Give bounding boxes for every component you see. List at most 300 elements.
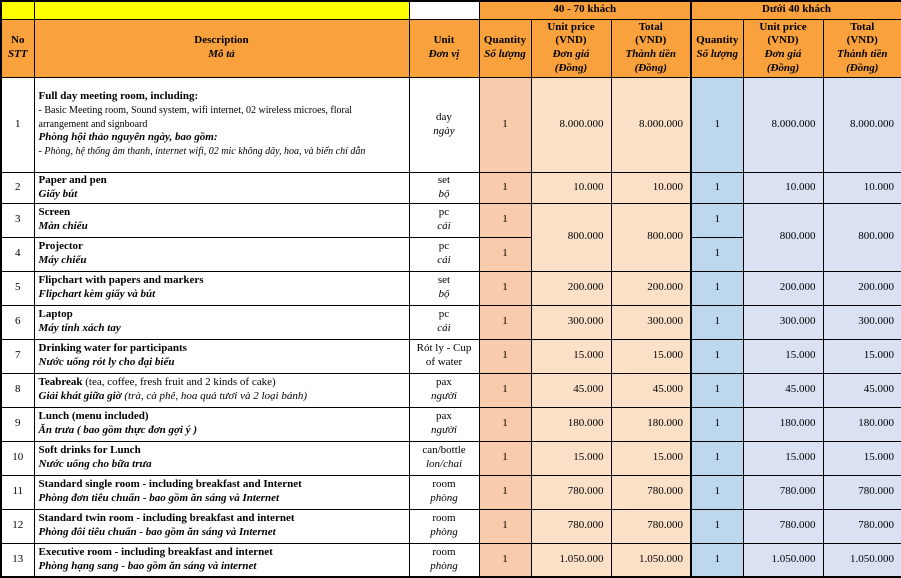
no-cell: 6: [1, 305, 34, 339]
text-line: [696, 34, 739, 48]
text-line: [39, 274, 405, 288]
table-row: [1, 203, 901, 237]
unit-cell: [409, 407, 479, 441]
text-line: [414, 492, 475, 506]
corner-cell-description: [34, 1, 409, 19]
text-segment: Quantity: [483, 34, 527, 47]
text-segment: (tea, coffee, fresh fruit and 2 kinds of cake): [85, 376, 276, 389]
unit-price-cell-40-70: 45.000: [531, 373, 611, 407]
text-segment: Số lượng: [696, 48, 739, 60]
total-cell-under-40: 45.000: [823, 373, 901, 407]
quantity-cell-40-70: 1: [479, 373, 531, 407]
text-line: [39, 104, 405, 132]
text-line: [39, 478, 405, 492]
text-segment: Giải khát giữa giờ: [38, 390, 125, 402]
text-line: [6, 48, 30, 62]
quantity-cell-under-40: 1: [691, 172, 743, 203]
unit-price-cell-under-40: 300.000: [743, 305, 823, 339]
text-line: [414, 342, 475, 370]
text-segment: Flipchart with papers and markers: [38, 274, 204, 287]
text-line: [414, 48, 475, 62]
unit-price-cell-under-40: 780.000: [743, 509, 823, 543]
text-segment: Paper and pen: [38, 173, 107, 186]
text-segment: Total: [638, 20, 663, 33]
quantity-cell-40-70: 1: [479, 271, 531, 305]
text-segment: (VND): [555, 34, 587, 47]
text-segment: Teabreak: [38, 376, 86, 389]
text-line: [414, 410, 475, 424]
table-header: [1, 1, 901, 77]
corner-cell-no: [1, 1, 34, 19]
corner-cell-unit: [409, 1, 479, 19]
unit-price-cell-under-40: 8.000.000: [743, 77, 823, 172]
text-line: [616, 62, 687, 76]
text-segment: phòng: [430, 492, 458, 504]
total-cell-under-40: 300.000: [823, 305, 901, 339]
table-row: [1, 441, 901, 475]
unit-price-cell-under-40: 800.000: [743, 203, 823, 271]
quantity-cell-under-40: 1: [691, 237, 743, 271]
text-line: [39, 512, 405, 526]
description-cell: [34, 339, 409, 373]
text-segment: Máy chiếu: [38, 254, 87, 266]
text-line: [414, 254, 475, 268]
text-line: [414, 390, 475, 404]
quantity-cell-40-70: 1: [479, 441, 531, 475]
text-segment: Executive room - including breakfast and internet: [38, 546, 273, 558]
text-segment: No: [11, 34, 25, 47]
description-cell: [34, 172, 409, 203]
text-segment: (VND): [635, 34, 667, 47]
unit-cell: [409, 373, 479, 407]
text-segment: (VND): [846, 34, 878, 47]
total-cell-under-40: 800.000: [823, 203, 901, 271]
quantity-cell-under-40: 1: [691, 407, 743, 441]
text-segment: pc: [438, 240, 450, 253]
text-segment: Đơn giá: [764, 48, 802, 60]
text-line: [616, 48, 687, 62]
table-row: [1, 475, 901, 509]
text-line: [414, 444, 475, 458]
text-segment: Lunch (menu included): [38, 410, 149, 423]
no-cell: 5: [1, 271, 34, 305]
text-segment: - Basic Meeting room, Sound system, wifi internet, 02 wireless microes, floral arrangement and signboard: [38, 104, 353, 130]
text-line: [414, 560, 475, 574]
text-line: [748, 34, 819, 48]
text-segment: Full day meeting room, including:: [38, 90, 199, 103]
text-segment: room: [432, 546, 456, 558]
text-segment: Nước uống rót ly cho đại biểu: [38, 356, 175, 368]
table-row: [1, 305, 901, 339]
unit-price-cell-40-70: 1.050.000: [531, 543, 611, 577]
quantity-cell-under-40: 1: [691, 373, 743, 407]
text-segment: day: [436, 110, 452, 123]
text-segment: pc: [438, 308, 450, 321]
description-cell: [34, 441, 409, 475]
text-segment: người: [431, 424, 457, 436]
quantity-cell-40-70: 1: [479, 543, 531, 577]
text-segment: Total: [850, 20, 875, 33]
quantity-cell-under-40: 1: [691, 441, 743, 475]
group-header-40-70: 40 - 70 khách: [479, 1, 691, 19]
quantity-cell-40-70: 1: [479, 407, 531, 441]
text-segment: Drinking water for participants: [38, 342, 187, 355]
description-cell: [34, 271, 409, 305]
text-segment: Máy tính xách tay: [38, 322, 121, 334]
total-cell-under-40: 780.000: [823, 509, 901, 543]
text-segment: set: [437, 274, 451, 287]
text-segment: Phòng đơn tiêu chuẩn - bao gồm ăn sáng và Internet: [38, 492, 280, 504]
text-line: [39, 90, 405, 104]
description-cell: [34, 77, 409, 172]
text-line: [414, 125, 475, 139]
unit-price-cell-40-70: 8.000.000: [531, 77, 611, 172]
col-header-total-40-70: [611, 19, 691, 77]
text-segment: Screen: [38, 206, 71, 219]
text-line: [748, 21, 819, 35]
text-segment: (Đồng): [634, 61, 667, 74]
description-cell: [34, 237, 409, 271]
text-line: [39, 560, 405, 574]
col-header-unit: [409, 19, 479, 77]
text-line: [414, 188, 475, 202]
unit-price-cell-under-40: 780.000: [743, 475, 823, 509]
text-line: [39, 410, 405, 424]
no-cell: 3: [1, 203, 34, 237]
total-cell-40-70: 1.050.000: [611, 543, 691, 577]
text-line: [39, 188, 405, 202]
total-cell-under-40: 15.000: [823, 441, 901, 475]
total-cell-40-70: 300.000: [611, 305, 691, 339]
col-header-description: [34, 19, 409, 77]
text-line: [39, 220, 405, 234]
table-row: [1, 172, 901, 203]
text-segment: Đơn giá: [552, 48, 590, 60]
quantity-cell-40-70: 1: [479, 203, 531, 237]
text-line: [6, 34, 30, 48]
text-line: [828, 62, 898, 76]
text-line: [39, 206, 405, 220]
description-cell: [34, 373, 409, 407]
quantity-cell-under-40: 1: [691, 271, 743, 305]
text-line: [39, 308, 405, 322]
text-line: [536, 62, 607, 76]
text-segment: Unit price: [547, 20, 595, 33]
text-segment: phòng: [430, 526, 458, 538]
text-segment: (trà, cà phê, hoa quả tươi và 2 loại bánh): [124, 390, 307, 402]
unit-cell: [409, 475, 479, 509]
text-segment: Standard single room - including breakfast and Internet: [38, 478, 302, 491]
total-cell-40-70: 780.000: [611, 475, 691, 509]
total-cell-40-70: 15.000: [611, 339, 691, 373]
unit-cell: [409, 203, 479, 237]
quantity-cell-40-70: 1: [479, 172, 531, 203]
text-line: [39, 424, 405, 438]
text-line: [616, 34, 687, 48]
total-cell-under-40: 200.000: [823, 271, 901, 305]
total-cell-40-70: 45.000: [611, 373, 691, 407]
table-row: [1, 339, 901, 373]
total-cell-under-40: 8.000.000: [823, 77, 901, 172]
unit-price-cell-40-70: 780.000: [531, 475, 611, 509]
text-line: [39, 526, 405, 540]
text-segment: Màn chiếu: [38, 220, 88, 232]
text-segment: Thành tiền: [625, 48, 676, 60]
text-line: [39, 458, 405, 472]
text-line: [484, 34, 527, 48]
unit-cell: [409, 441, 479, 475]
text-segment: - Phòng, hệ thống âm thanh, internet wifi, 02 mic không dây, hoa, và biển chỉ dẫn: [38, 146, 366, 158]
text-line: [414, 512, 475, 526]
no-cell: 1: [1, 77, 34, 172]
description-cell: [34, 305, 409, 339]
text-segment: pax: [436, 410, 452, 423]
unit-price-cell-under-40: 200.000: [743, 271, 823, 305]
unit-price-cell-40-70: 10.000: [531, 172, 611, 203]
quantity-cell-40-70: 1: [479, 237, 531, 271]
text-line: [414, 322, 475, 336]
no-cell: 10: [1, 441, 34, 475]
text-segment: ngày: [433, 124, 455, 137]
text-segment: pc: [438, 206, 450, 219]
unit-price-cell-40-70: 180.000: [531, 407, 611, 441]
text-line: [536, 48, 607, 62]
text-segment: Description: [194, 34, 249, 47]
quantity-cell-under-40: 1: [691, 543, 743, 577]
text-line: [828, 21, 898, 35]
text-segment: (Đồng): [554, 61, 588, 74]
text-line: [39, 322, 405, 336]
text-line: [39, 376, 405, 390]
text-segment: Unit: [433, 34, 455, 47]
text-line: [39, 444, 405, 458]
unit-cell: [409, 509, 479, 543]
unit-price-cell-under-40: 15.000: [743, 339, 823, 373]
unit-cell: [409, 77, 479, 172]
unit-cell: [409, 339, 479, 373]
text-line: [414, 546, 475, 560]
text-line: [616, 21, 687, 35]
text-segment: room: [432, 478, 456, 491]
text-line: [414, 240, 475, 254]
text-segment: cái: [437, 322, 451, 334]
header-group-row: [1, 1, 901, 19]
unit-price-cell-under-40: 180.000: [743, 407, 823, 441]
total-cell-under-40: 1.050.000: [823, 543, 901, 577]
text-line: [39, 240, 405, 254]
no-cell: 4: [1, 237, 34, 271]
text-segment: Nước uống cho bữa trưa: [38, 458, 152, 470]
quantity-cell-40-70: 1: [479, 305, 531, 339]
unit-price-cell-under-40: 1.050.000: [743, 543, 823, 577]
text-segment: Quantity: [696, 34, 739, 47]
unit-price-cell-under-40: 10.000: [743, 172, 823, 203]
text-line: [39, 288, 405, 302]
text-line: [39, 254, 405, 268]
text-segment: bộ: [438, 187, 450, 200]
text-segment: bộ: [438, 288, 450, 300]
quantity-cell-under-40: 1: [691, 77, 743, 172]
text-segment: cái: [437, 254, 451, 266]
quantity-cell-under-40: 1: [691, 305, 743, 339]
text-line: [414, 111, 475, 125]
unit-cell: [409, 305, 479, 339]
text-line: [696, 48, 739, 62]
text-line: [748, 62, 819, 76]
col-header-no: [1, 19, 34, 77]
text-segment: set: [437, 173, 451, 186]
text-line: [414, 288, 475, 302]
quantity-cell-40-70: 1: [479, 509, 531, 543]
text-line: [414, 376, 475, 390]
col-header-quantity-40-70: [479, 19, 531, 77]
no-cell: 11: [1, 475, 34, 509]
description-cell: [34, 509, 409, 543]
text-line: [484, 48, 527, 62]
no-cell: 8: [1, 373, 34, 407]
unit-price-cell-40-70: 780.000: [531, 509, 611, 543]
text-segment: phòng: [430, 559, 458, 572]
total-cell-40-70: 15.000: [611, 441, 691, 475]
quantity-cell-40-70: 1: [479, 475, 531, 509]
text-segment: Phòng đôi tiêu chuẩn - bao gồm ăn sáng và Internet: [38, 526, 276, 538]
quantity-cell-under-40: 1: [691, 475, 743, 509]
text-line: [414, 458, 475, 472]
table-body: [1, 77, 901, 577]
col-header-unit-price-under-40: [743, 19, 823, 77]
text-segment: Thành tiền: [837, 48, 888, 60]
quantity-cell-under-40: 1: [691, 339, 743, 373]
text-line: [414, 34, 475, 48]
text-line: [39, 34, 405, 48]
text-segment: pax: [436, 376, 452, 389]
text-segment: (Đồng): [846, 61, 879, 74]
column-header-row: [1, 19, 901, 77]
table-row: [1, 509, 901, 543]
text-segment: Mô tả: [208, 48, 235, 60]
text-line: [414, 424, 475, 438]
description-cell: [34, 475, 409, 509]
text-segment: Flipchart kèm giấy và bút: [38, 288, 156, 300]
col-header-unit-price-40-70: [531, 19, 611, 77]
total-cell-under-40: 780.000: [823, 475, 901, 509]
text-line: [414, 206, 475, 220]
quantity-cell-under-40: 1: [691, 509, 743, 543]
total-cell-under-40: 15.000: [823, 339, 901, 373]
text-segment: STT: [7, 48, 28, 60]
table-row: [1, 373, 901, 407]
text-line: [39, 48, 405, 62]
text-line: [414, 274, 475, 288]
text-segment: Số lượng: [484, 48, 526, 60]
unit-price-cell-under-40: 15.000: [743, 441, 823, 475]
text-line: [39, 131, 405, 145]
text-segment: Standard twin room - including breakfast and internet: [38, 512, 295, 525]
table-row: [1, 271, 901, 305]
text-line: [414, 220, 475, 234]
text-segment: Ăn trưa ( bao gồm thực đơn gợi ý ): [38, 424, 198, 436]
text-line: [748, 48, 819, 62]
table-row: [1, 77, 901, 172]
total-cell-40-70: 10.000: [611, 172, 691, 203]
text-line: [414, 174, 475, 188]
text-segment: (VND): [767, 34, 799, 47]
text-segment: Đơn vị: [428, 48, 460, 60]
text-segment: Projector: [38, 240, 83, 253]
description-cell: [34, 203, 409, 237]
text-line: [39, 342, 405, 356]
unit-price-cell-40-70: 200.000: [531, 271, 611, 305]
text-line: [39, 356, 405, 370]
quantity-cell-under-40: 1: [691, 203, 743, 237]
group-header-under-40: Dưới 40 khách: [691, 1, 901, 19]
total-cell-40-70: 800.000: [611, 203, 691, 271]
text-segment: lon/chai: [425, 458, 463, 470]
total-cell-40-70: 200.000: [611, 271, 691, 305]
text-line: [536, 21, 607, 35]
text-line: [828, 48, 898, 62]
text-segment: Giấy bút: [38, 187, 78, 200]
quantity-cell-40-70: 1: [479, 339, 531, 373]
unit-cell: [409, 237, 479, 271]
no-cell: 2: [1, 172, 34, 203]
unit-cell: [409, 271, 479, 305]
unit-price-cell-40-70: 300.000: [531, 305, 611, 339]
col-header-total-under-40: [823, 19, 901, 77]
text-segment: can/bottle: [422, 444, 466, 457]
total-cell-under-40: 10.000: [823, 172, 901, 203]
unit-price-cell-under-40: 45.000: [743, 373, 823, 407]
text-segment: Phòng hội thảo nguyên ngày, bao gồm:: [38, 131, 218, 144]
text-segment: (Đồng): [766, 61, 800, 74]
no-cell: 13: [1, 543, 34, 577]
unit-price-cell-40-70: 800.000: [531, 203, 611, 271]
table-row: [1, 407, 901, 441]
total-cell-40-70: 780.000: [611, 509, 691, 543]
text-line: [39, 546, 405, 560]
text-segment: Soft drinks for Lunch: [38, 444, 141, 457]
total-cell-under-40: 180.000: [823, 407, 901, 441]
col-header-quantity-under-40: [691, 19, 743, 77]
text-segment: Rót ly - Cup of water: [416, 342, 472, 368]
unit-price-cell-40-70: 15.000: [531, 339, 611, 373]
total-cell-40-70: 8.000.000: [611, 77, 691, 172]
total-cell-40-70: 180.000: [611, 407, 691, 441]
text-segment: Unit price: [759, 20, 807, 33]
text-line: [39, 390, 405, 404]
text-segment: người: [431, 390, 457, 402]
text-segment: room: [432, 512, 456, 525]
quantity-cell-40-70: 1: [479, 77, 531, 172]
text-line: [414, 308, 475, 322]
text-line: [414, 526, 475, 540]
text-line: [828, 34, 898, 48]
description-cell: [34, 407, 409, 441]
text-line: [39, 174, 405, 188]
no-cell: 12: [1, 509, 34, 543]
unit-cell: [409, 172, 479, 203]
text-line: [39, 145, 405, 159]
text-segment: cái: [437, 220, 451, 232]
no-cell: 9: [1, 407, 34, 441]
text-segment: Phòng hạng sang - bao gồm ăn sáng và internet: [38, 559, 257, 572]
text-line: [39, 492, 405, 506]
no-cell: 7: [1, 339, 34, 373]
unit-price-cell-40-70: 15.000: [531, 441, 611, 475]
text-segment: Laptop: [38, 308, 73, 321]
text-line: [536, 34, 607, 48]
text-line: [414, 478, 475, 492]
